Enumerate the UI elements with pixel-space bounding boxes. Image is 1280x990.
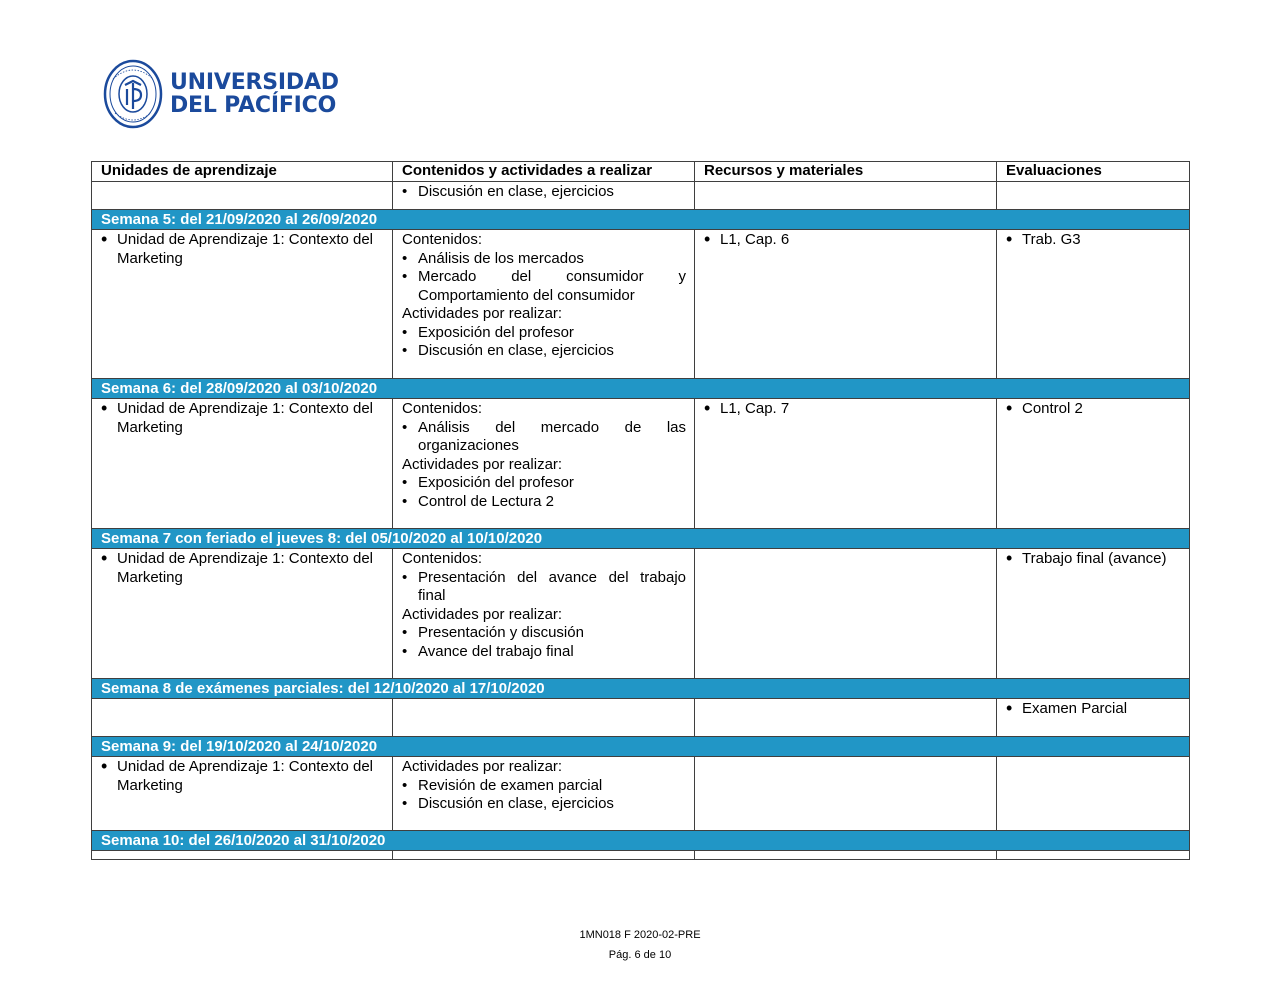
unit-item: • Unidad de Aprendizaje 1: Contexto del Marketing (101, 758, 384, 795)
list-item: • Presentación del avance del trabajo final (402, 569, 686, 606)
list-item: • Mercado del consumidor y Comportamiento del consumidor (402, 268, 686, 305)
evaluation-item: • Trabajo final (avance) (1006, 550, 1181, 569)
list-item: • Análisis de los mercados (402, 250, 686, 269)
activities-title: Actividades por realizar: (402, 305, 563, 322)
table-row (92, 182, 1190, 210)
evaluation-item: • Trab. G3 (1006, 231, 1181, 250)
unit-item: • Unidad de Aprendizaje 1: Contexto del Marketing (101, 400, 384, 437)
list-item: • Discusión en clase, ejercicios (402, 183, 686, 202)
evaluation-item: • Control 2 (1006, 400, 1181, 419)
table-row (92, 549, 1190, 679)
week-header-row (92, 679, 1190, 699)
logo-line-2: DEL PACÍFICO (170, 93, 337, 118)
university-logo (103, 59, 343, 131)
week-label: Semana 6: del 28/09/2020 al 03/10/2020 (92, 379, 1190, 399)
contents-title: Contenidos: (402, 550, 483, 567)
column-header: Evaluaciones (997, 162, 1190, 182)
column-header: Recursos y materiales (695, 162, 997, 182)
week-header-row (92, 831, 1190, 851)
list-item: • Avance del trabajo final (402, 643, 686, 662)
list-item: • Exposición del profesor (402, 324, 686, 343)
list-item: • Discusión en clase, ejercicios (402, 342, 686, 361)
unit-item: • Unidad de Aprendizaje 1: Contexto del Marketing (101, 231, 384, 268)
resource-item: • L1, Cap. 7 (704, 400, 988, 419)
table-row (92, 230, 1190, 379)
logo-line-1: UNIVERSIDAD (170, 70, 339, 95)
table-row (92, 399, 1190, 529)
week-label: Semana 10: del 26/10/2020 al 31/10/2020 (92, 831, 1190, 851)
list-item: • Análisis del mercado de las organizaciones (402, 419, 686, 456)
contents-title: Contenidos: (402, 231, 483, 248)
course-schedule-table (91, 161, 1190, 860)
list-item: • Presentación y discusión (402, 624, 686, 643)
evaluation-item: • Examen Parcial (1006, 700, 1181, 719)
week-label: Semana 5: del 21/09/2020 al 26/09/2020 (92, 210, 1190, 230)
page-number: Pág. 6 de 10 (608, 949, 672, 961)
table-row (92, 851, 1190, 860)
logo-wordmark (170, 71, 339, 117)
table-row (92, 757, 1190, 831)
list-item: • Control de Lectura 2 (402, 493, 686, 512)
week-header-row (92, 210, 1190, 230)
table-header-row (92, 162, 1190, 182)
column-header: Contenidos y actividades a realizar (393, 162, 695, 182)
week-header-row (92, 379, 1190, 399)
table-row (92, 699, 1190, 737)
week-label: Semana 8 de exámenes parciales: del 12/10/2020 al 17/10/2020 (92, 679, 1190, 699)
contents-title: Contenidos: (402, 400, 483, 417)
week-header-row (92, 529, 1190, 549)
column-header: Unidades de aprendizaje (92, 162, 393, 182)
week-label: Semana 7 con feriado el jueves 8: del 05/10/2020 al 10/10/2020 (92, 529, 1190, 549)
activities-title: Actividades por realizar: (402, 605, 563, 623)
week-header-row (92, 737, 1190, 757)
list-item: • Discusión en clase, ejercicios (402, 795, 686, 814)
activities-title: Actividades por realizar: (402, 455, 563, 473)
unit-item: • Unidad de Aprendizaje 1: Contexto del Marketing (101, 550, 384, 587)
activities-title: Actividades por realizar: (402, 758, 563, 775)
list-item: • Exposición del profesor (402, 474, 686, 493)
university-seal-icon (103, 59, 163, 129)
week-label: Semana 9: del 19/10/2020 al 24/10/2020 (92, 737, 1190, 757)
list-item: • Revisión de examen parcial (402, 777, 686, 796)
document-code: 1MN018 F 2020-02-PRE (579, 929, 701, 941)
resource-item: • L1, Cap. 6 (704, 231, 988, 250)
